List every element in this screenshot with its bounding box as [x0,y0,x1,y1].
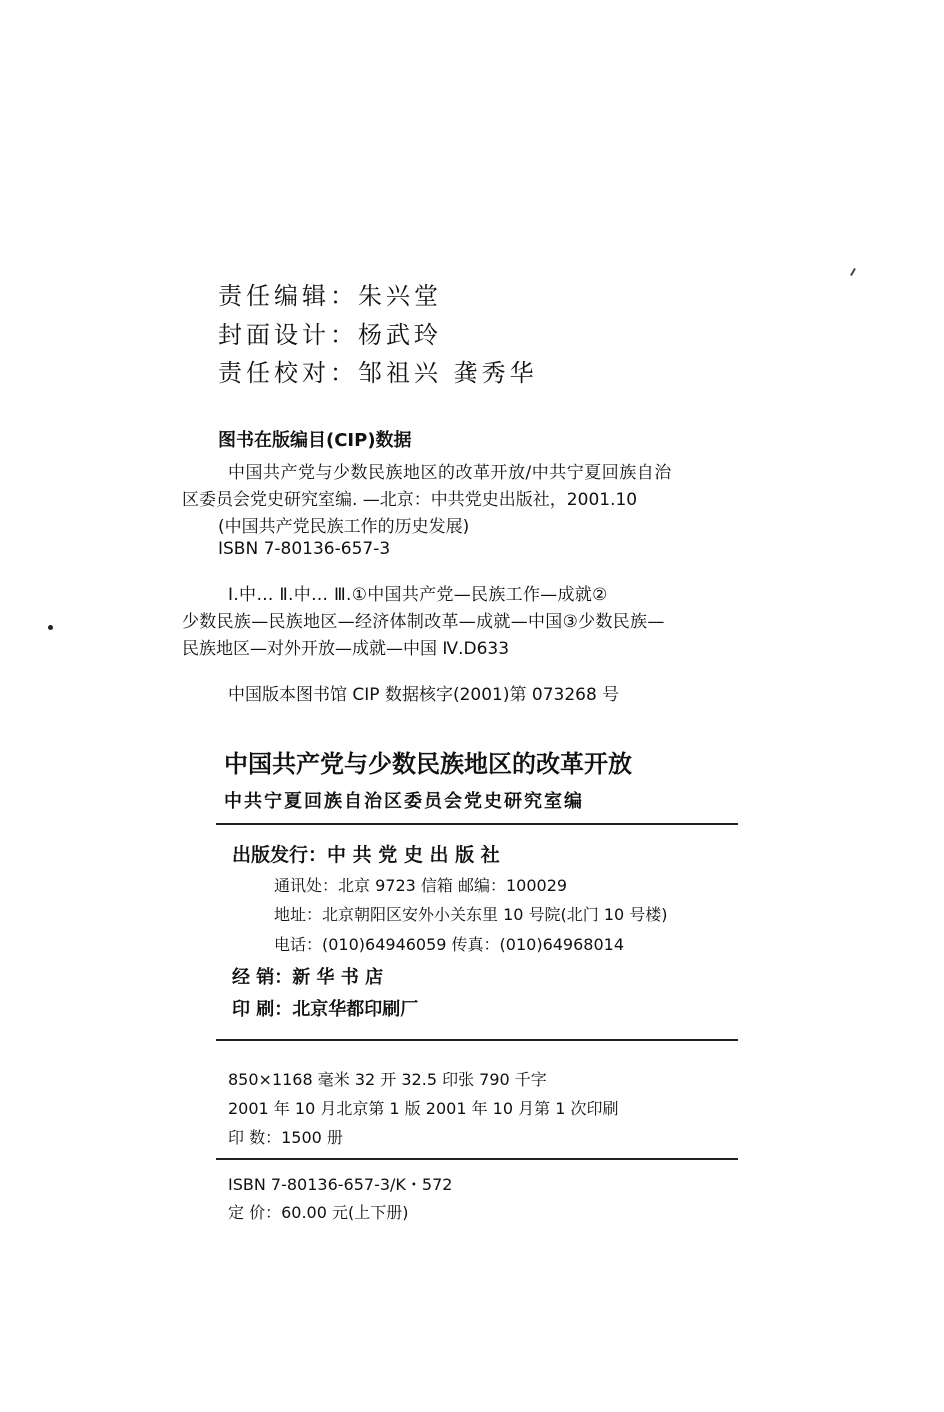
divider-top [216,823,738,825]
publisher-label: 出版发行：中 共 党 史 出 版 社 [232,844,500,866]
cip-entry-line-2: 区委员会党史研究室编. —北京：中共党史出版社，2001.10 [182,490,638,510]
publisher-address: 地址：北京朝阳区安外小关东里 10 号院(北门 10 号楼) [274,905,668,924]
edition-info: 2001 年 10 月北京第 1 版 2001 年 10 月第 1 次印刷 [228,1099,619,1118]
isbn-full: ISBN 7-80136-657-3/K・572 [228,1175,453,1194]
cip-classification-line-3: 民族地区—对外开放—成就—中国 Ⅳ.D633 [182,639,510,659]
cip-record-number: 中国版本图书馆 CIP 数据核字(2001)第 073268 号 [228,685,620,705]
price: 定 价：60.00 元(上下册) [228,1203,409,1222]
responsible-editor: 责任编辑：朱兴堂 [218,282,442,310]
distributor: 经 销：新 华 书 店 [232,967,384,988]
cip-classification-line-1: Ⅰ.中… Ⅱ.中… Ⅲ.①中国共产党—民族工作—成就② [228,585,608,605]
scan-mark [850,268,856,276]
divider-bottom [216,1158,738,1160]
cip-isbn: ISBN 7-80136-657-3 [218,539,391,559]
divider-middle [216,1039,738,1041]
cover-designer: 封面设计：杨武玲 [218,321,442,349]
publisher-phone: 电话：(010)64946059 传真：(010)64968014 [274,935,625,954]
scan-speck [48,625,53,630]
book-editor: 中共宁夏回族自治区委员会党史研究室编 [224,791,584,812]
cip-entry-line-1: 中国共产党与少数民族地区的改革开放/中共宁夏回族自治 [228,463,672,483]
format-specs: 850×1168 毫米 32 开 32.5 印张 790 千字 [228,1070,547,1089]
proofreader: 责任校对：邹祖兴 龚秀华 [218,359,538,387]
cip-classification-line-2: 少数民族—民族地区—经济体制改革—成就—中国③少数民族— [182,612,665,632]
cip-heading: 图书在版编目(CIP)数据 [218,430,412,451]
printer: 印 刷：北京华都印刷厂 [232,999,419,1020]
cip-entry-line-3: (中国共产党民族工作的历史发展) [218,517,470,537]
print-copies: 印 数：1500 册 [228,1128,343,1147]
book-title: 中国共产党与少数民族地区的改革开放 [224,750,632,778]
publisher-mail: 通讯处：北京 9723 信箱 邮编：100029 [274,876,568,895]
